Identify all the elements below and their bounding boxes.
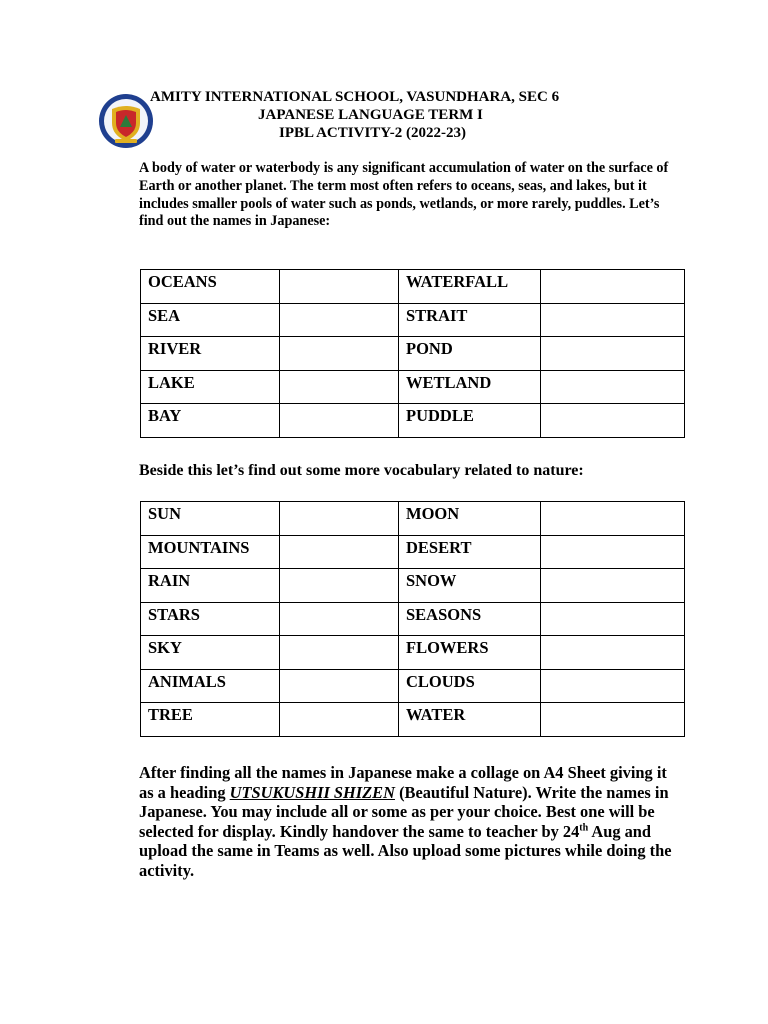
- japanese-answer-cell[interactable]: [280, 569, 399, 603]
- table-row: [141, 535, 685, 569]
- english-word-cell: DESERT: [399, 535, 541, 569]
- japanese-answer-cell[interactable]: [541, 502, 685, 536]
- collage-heading: UTSUKUSHII SHIZEN: [229, 782, 395, 802]
- japanese-answer-cell[interactable]: [541, 703, 685, 737]
- instructions-text: After finding all the names in Japanese make a collage on A4 Sheet giving it as a heading: [139, 763, 667, 802]
- date-suffix: th: [579, 822, 589, 834]
- japanese-answer-cell[interactable]: [280, 404, 399, 438]
- water-bodies-table: [140, 269, 685, 438]
- school-crest-icon: [98, 93, 154, 149]
- table-row: [141, 569, 685, 603]
- intro-paragraph: A body of water or waterbody is any significant accumulation of water on the surface of Earth or another planet. The term most often refers to oceans, seas, and lakes, but it includes smaller pools of water such as ponds, wetlands, or more rarely, puddles. Let’s find out the names in Japanese:: [139, 160, 669, 230]
- english-word-cell: SUN: [141, 502, 280, 536]
- japanese-answer-cell[interactable]: [541, 602, 685, 636]
- table-row: [141, 270, 685, 304]
- english-word-cell: WATERFALL: [399, 270, 541, 304]
- english-word-cell: RAIN: [141, 569, 280, 603]
- japanese-answer-cell[interactable]: [541, 535, 685, 569]
- english-word-cell: FLOWERS: [399, 636, 541, 670]
- table-row: [141, 703, 685, 737]
- japanese-answer-cell[interactable]: [280, 636, 399, 670]
- english-word-cell: SEASONS: [399, 602, 541, 636]
- table-row: [141, 370, 685, 404]
- english-word-cell: TREE: [141, 703, 280, 737]
- nature-vocabulary-table: [140, 501, 685, 737]
- table-row: [141, 636, 685, 670]
- course-title: JAPANESE LANGUAGE TERM I: [258, 107, 483, 123]
- table-row: [141, 303, 685, 337]
- school-name: AMITY INTERNATIONAL SCHOOL, VASUNDHARA, SEC 6: [150, 89, 560, 105]
- japanese-answer-cell[interactable]: [280, 703, 399, 737]
- english-word-cell: PUDDLE: [399, 404, 541, 438]
- table-row: [141, 502, 685, 536]
- english-word-cell: MOUNTAINS: [141, 535, 280, 569]
- japanese-answer-cell[interactable]: [280, 270, 399, 304]
- table-row: [141, 337, 685, 371]
- japanese-answer-cell[interactable]: [280, 370, 399, 404]
- activity-title: IPBL ACTIVITY-2 (2022-23): [279, 125, 466, 141]
- instructions-text: Aug and upload the same in Teams as well. Also upload some pictures while doing the activity.: [139, 821, 672, 880]
- instructions-text: (Beautiful Nature). Write the names in Japanese. You may include all or some as per your choice. Best one will be selected for display. Kindly handover the same to teacher by 24: [139, 782, 669, 841]
- japanese-answer-cell[interactable]: [541, 569, 685, 603]
- english-word-cell: SKY: [141, 636, 280, 670]
- instructions-paragraph: [139, 763, 679, 881]
- english-word-cell: SNOW: [399, 569, 541, 603]
- english-word-cell: WETLAND: [399, 370, 541, 404]
- english-word-cell: LAKE: [141, 370, 280, 404]
- table-row: [141, 602, 685, 636]
- english-word-cell: BAY: [141, 404, 280, 438]
- japanese-answer-cell[interactable]: [280, 535, 399, 569]
- english-word-cell: MOON: [399, 502, 541, 536]
- japanese-answer-cell[interactable]: [280, 602, 399, 636]
- japanese-answer-cell[interactable]: [541, 303, 685, 337]
- nature-intro: Beside this let’s find out some more vocabulary related to nature:: [139, 462, 584, 479]
- english-word-cell: STRAIT: [399, 303, 541, 337]
- japanese-answer-cell[interactable]: [280, 502, 399, 536]
- japanese-answer-cell[interactable]: [280, 303, 399, 337]
- english-word-cell: RIVER: [141, 337, 280, 371]
- japanese-answer-cell[interactable]: [541, 337, 685, 371]
- english-word-cell: STARS: [141, 602, 280, 636]
- english-word-cell: OCEANS: [141, 270, 280, 304]
- japanese-answer-cell[interactable]: [541, 636, 685, 670]
- english-word-cell: ANIMALS: [141, 669, 280, 703]
- japanese-answer-cell[interactable]: [541, 270, 685, 304]
- english-word-cell: CLOUDS: [399, 669, 541, 703]
- english-word-cell: WATER: [399, 703, 541, 737]
- japanese-answer-cell[interactable]: [280, 669, 399, 703]
- english-word-cell: SEA: [141, 303, 280, 337]
- english-word-cell: POND: [399, 337, 541, 371]
- japanese-answer-cell[interactable]: [541, 404, 685, 438]
- table-row: [141, 404, 685, 438]
- japanese-answer-cell[interactable]: [541, 370, 685, 404]
- japanese-answer-cell[interactable]: [541, 669, 685, 703]
- table-row: [141, 669, 685, 703]
- japanese-answer-cell[interactable]: [280, 337, 399, 371]
